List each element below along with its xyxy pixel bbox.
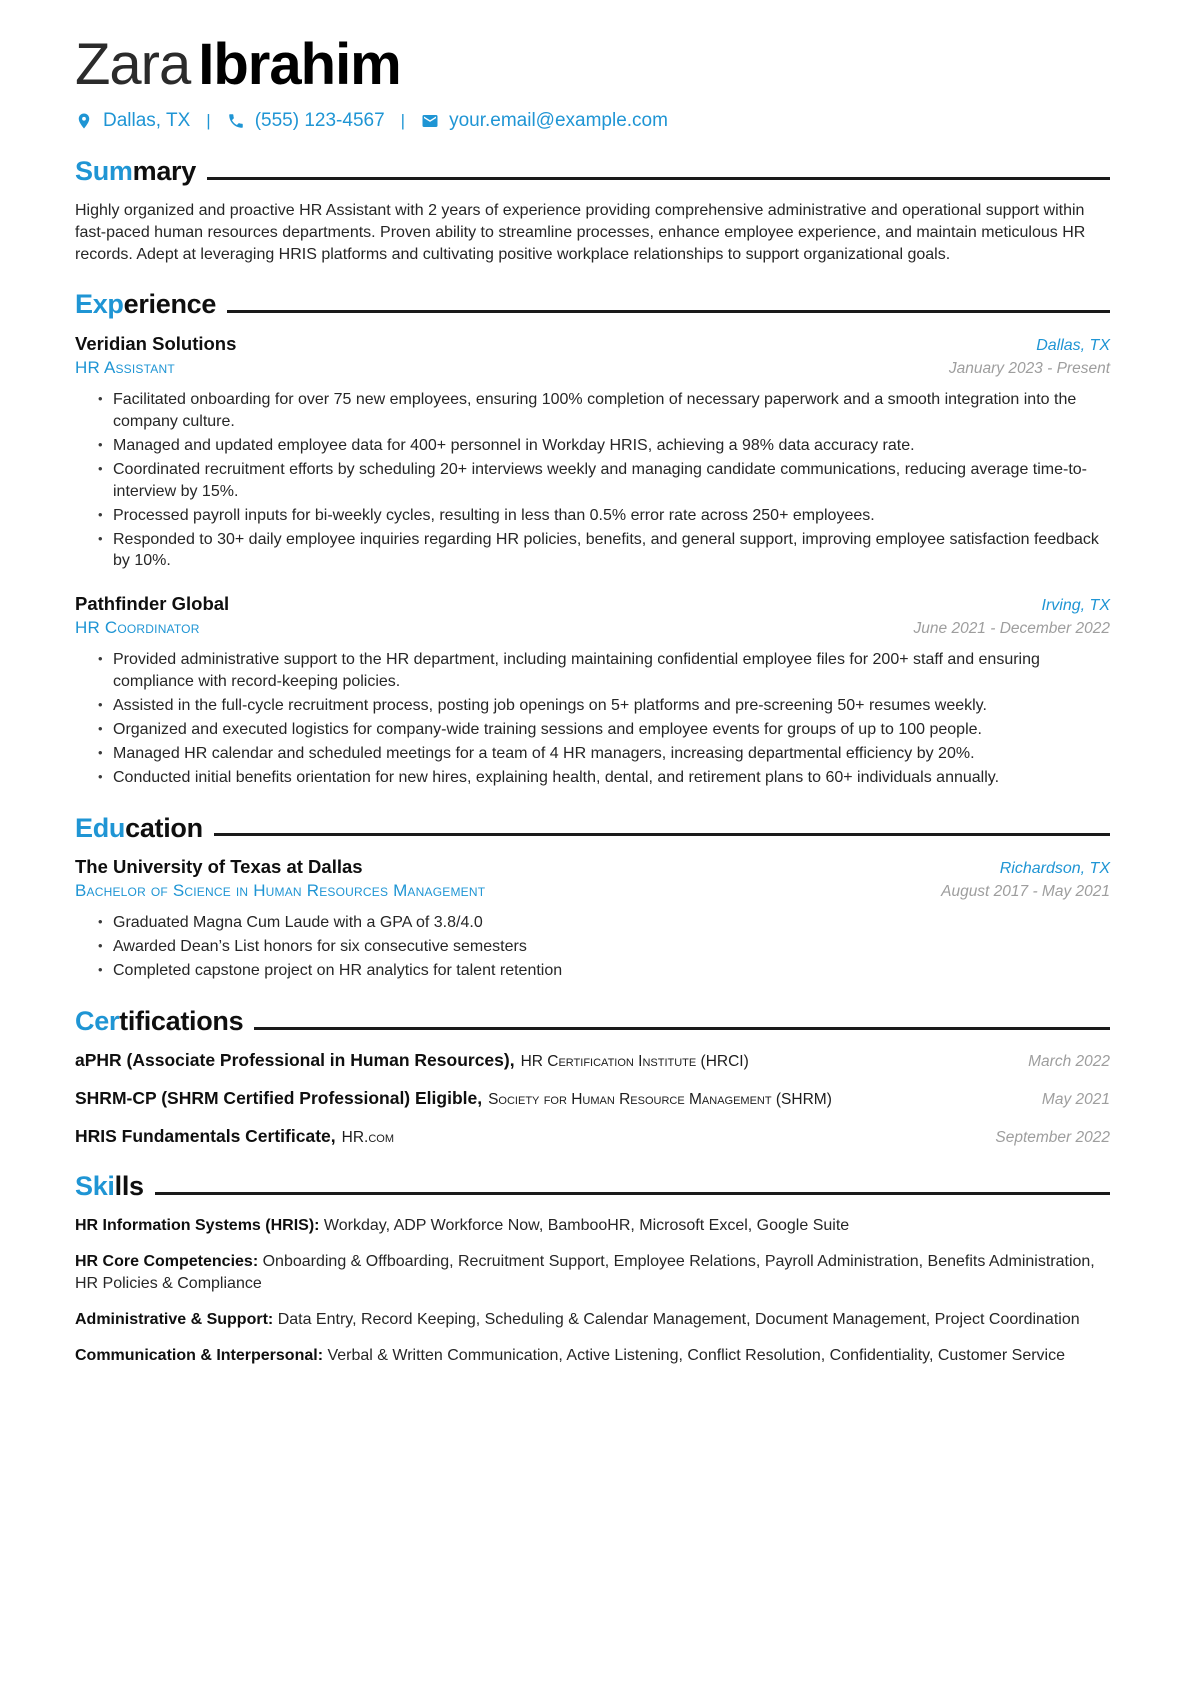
certifications-heading [75, 1007, 1110, 1037]
certification-row [75, 1088, 1110, 1109]
certification-title [75, 1088, 832, 1109]
entry-subheader-row [75, 878, 1110, 901]
entry-header-row [75, 856, 1110, 878]
skill-category-label: HR Information Systems (HRIS): [75, 1216, 320, 1234]
heading-accent: Edu [75, 812, 126, 843]
bullet-item: • Completed capstone project on HR analytics for talent retention [113, 960, 1110, 982]
page-title [75, 32, 1110, 97]
heading-rest: tifications [119, 1006, 244, 1037]
bullet-item: • Facilitated onboarding for over 75 new employees, ensuring 100% completion of necessary paperwork and a smooth integration into the company culture. [113, 389, 1110, 433]
heading-rest: mary [132, 156, 196, 186]
last-name: Ibrahim [198, 32, 401, 97]
phone-text: (555) 123-4567 [254, 110, 385, 131]
section-education [75, 814, 1110, 982]
entry-subheader-row [75, 615, 1110, 638]
bullet-item: • Coordinated recruitment efforts by scheduling 20+ interviews weekly and managing candidate communications, reducing average time-to-interview by 15%. [113, 459, 1110, 503]
certification-date: March 2022 [1028, 1052, 1110, 1070]
phone-icon [227, 112, 245, 130]
skill-category-label: Communication & Interpersonal: [75, 1346, 324, 1364]
skill-values: Data Entry, Record Keeping, Scheduling & Calendar Management, Document Management, Project Coordination [277, 1310, 1080, 1328]
entry-dates: August 2017 - May 2021 [941, 883, 1110, 901]
certification-date: September 2022 [995, 1128, 1110, 1146]
bullet-item: • Assisted in the full-cycle recruitment process, posting job openings on 5+ platforms and pre-screening 50+ resumes weekly. [113, 695, 1110, 717]
education-heading [75, 814, 1110, 844]
entry-location: Irving, TX [1041, 597, 1110, 615]
entry-location: Richardson, TX [999, 860, 1110, 878]
summary-text: Highly organized and proactive HR Assistant with 2 years of experience providing comprehensive administrative and operational support within fast-paced human resources departments. Proven ability to streamline processes, enhance employee experience, and maintain meticulous HR records. Adept at leveraging HRIS platforms and cultivating positive workplace relationships to support organizational goals. [75, 201, 1086, 263]
certification-title [75, 1050, 749, 1071]
bullet-item: • Awarded Dean’s List honors for six consecutive semesters [113, 936, 1110, 958]
heading-accent: Exp [75, 289, 124, 320]
heading-accent: Sum [75, 156, 133, 186]
bullet-item: • Responded to 30+ daily employee inquiries regarding HR policies, benefits, and general support, improving employee satisfaction feedback by 10%. [113, 529, 1110, 573]
certification-row [75, 1126, 1110, 1147]
envelope-icon [421, 112, 439, 130]
section-certifications [75, 1007, 1110, 1147]
summary-heading [75, 157, 1110, 187]
contact-location [75, 110, 190, 132]
certification-name: SHRM-CP (SHRM Certified Professional) Eligible, [75, 1087, 483, 1108]
experience-heading [75, 290, 1110, 320]
heading-accent: Ski [75, 1170, 115, 1201]
entry-header-row [75, 333, 1110, 355]
certification-issuer: HR.com [341, 1128, 394, 1146]
certification-title [75, 1126, 394, 1147]
school-name: The University of Texas at Dallas [75, 856, 363, 878]
section-experience [75, 290, 1110, 788]
bullet-item: • Provided administrative support to the HR department, including maintaining confidential employee files for 200+ staff and ensuring compliance with record-keeping policies. [113, 649, 1110, 693]
heading-rule [214, 833, 1110, 836]
entry-dates: June 2021 - December 2022 [913, 620, 1110, 638]
experience-entry [75, 593, 1110, 788]
heading-accent: Cer [75, 1006, 120, 1037]
heading-rest: lls [114, 1170, 144, 1201]
contact-email[interactable] [421, 110, 668, 132]
entry-subheader-row [75, 355, 1110, 378]
skill-values: Verbal & Written Communication, Active Listening, Conflict Resolution, Confidentiality, Customer Service [327, 1346, 1065, 1364]
skill-line [75, 1215, 1110, 1237]
education-entry [75, 856, 1110, 982]
bullet-list [75, 389, 1110, 572]
skill-values: Workday, ADP Workforce Now, BambooHR, Microsoft Excel, Google Suite [323, 1216, 850, 1234]
degree-name: Bachelor of Science in Human Resources Management [75, 881, 486, 901]
skill-line [75, 1251, 1110, 1295]
skill-category-label: HR Core Competencies: [75, 1252, 259, 1270]
bullet-list [75, 912, 1110, 982]
email-text: your.email@example.com [449, 110, 668, 131]
bullet-item: • Processed payroll inputs for bi-weekly cycles, resulting in less than 0.5% error rate across 250+ employees. [113, 505, 1110, 527]
certification-row [75, 1050, 1110, 1071]
certification-name: aPHR (Associate Professional in Human Resources), [75, 1049, 515, 1070]
heading-rule [254, 1027, 1110, 1030]
company-name: Veridian Solutions [75, 333, 237, 355]
first-name: Zara [75, 32, 191, 97]
bullet-item: • Graduated Magna Cum Laude with a GPA of 3.8/4.0 [113, 912, 1110, 934]
section-skills [75, 1172, 1110, 1367]
heading-rule [155, 1192, 1110, 1195]
section-summary [75, 157, 1110, 265]
entry-role: HR Assistant [75, 358, 175, 378]
heading-rest: cation [125, 812, 203, 843]
contact-separator: | [206, 111, 211, 130]
skill-line [75, 1345, 1110, 1367]
skill-values: Onboarding & Offboarding, Recruitment Support, Employee Relations, Payroll Administration, Benefits Administration, HR Policies & Compliance [75, 1252, 1095, 1292]
heading-rest: erience [123, 289, 217, 320]
entry-dates: January 2023 - Present [948, 360, 1110, 378]
entry-header-row [75, 593, 1110, 615]
experience-entry [75, 333, 1110, 572]
bullet-item: • Organized and executed logistics for company-wide training sessions and employee events for groups of up to 100 people. [113, 719, 1110, 741]
company-name: Pathfinder Global [75, 593, 230, 615]
entry-role: HR Coordinator [75, 618, 200, 638]
skills-heading [75, 1172, 1110, 1202]
entry-location: Dallas, TX [1036, 337, 1110, 355]
certification-issuer: Society for Human Resource Management (SHRM) [488, 1090, 832, 1108]
skill-line [75, 1309, 1110, 1331]
bullet-item: • Managed and updated employee data for 400+ personnel in Workday HRIS, achieving a 98% data accuracy rate. [113, 435, 1110, 457]
contact-separator: | [400, 111, 406, 130]
location-text: Dallas, TX [103, 110, 191, 131]
bullet-item: • Managed HR calendar and scheduled meetings for a team of 4 HR managers, increasing departmental efficiency by 20%. [113, 743, 1110, 765]
certification-date: May 2021 [1041, 1090, 1110, 1108]
location-pin-icon [75, 112, 93, 130]
contact-bar [75, 110, 1110, 132]
resume-header [75, 32, 1110, 132]
bullet-list [75, 649, 1110, 788]
certification-name: HRIS Fundamentals Certificate, [75, 1125, 336, 1146]
contact-phone[interactable] [227, 110, 385, 132]
certification-issuer: HR Certification Institute (HRCI) [520, 1052, 749, 1070]
skill-category-label: Administrative & Support: [75, 1310, 274, 1328]
bullet-item: • Conducted initial benefits orientation for new hires, explaining health, dental, and retirement plans to 60+ individuals annually. [113, 767, 1110, 789]
heading-rule [227, 310, 1110, 313]
heading-rule [207, 177, 1110, 180]
